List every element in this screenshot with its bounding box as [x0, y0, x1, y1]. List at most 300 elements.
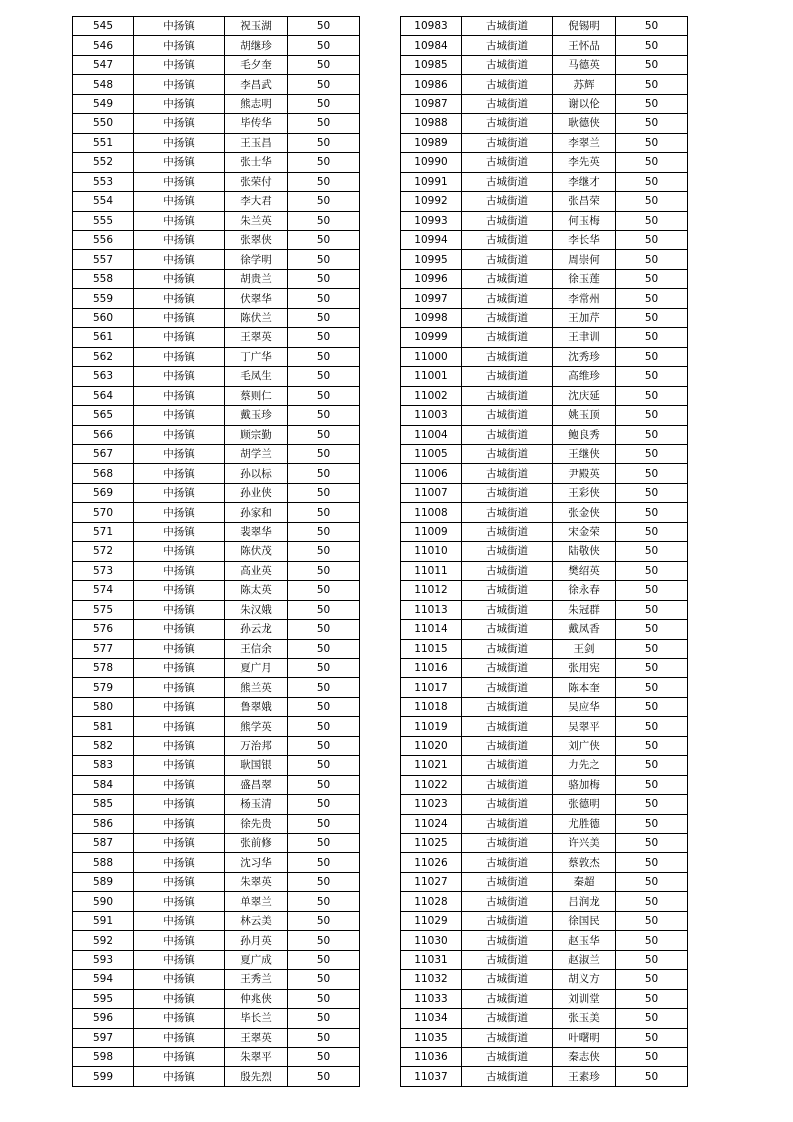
town-cell: 古城街道: [462, 114, 553, 133]
name-cell: 仲兆侠: [225, 989, 288, 1008]
row-id-cell: 596: [73, 1009, 134, 1028]
town-cell: 古城街道: [462, 36, 553, 55]
amount-cell: 50: [616, 55, 688, 74]
name-cell: 孙以标: [225, 464, 288, 483]
table-row: [73, 230, 360, 249]
name-cell: 秦超: [553, 872, 616, 891]
row-id-cell: 579: [73, 678, 134, 697]
name-cell: 马德英: [553, 55, 616, 74]
name-cell: 祝玉湖: [225, 17, 288, 36]
table-row: [401, 55, 688, 74]
town-cell: 古城街道: [462, 717, 553, 736]
table-row: [401, 367, 688, 386]
name-cell: 王翠英: [225, 328, 288, 347]
table-row: [73, 620, 360, 639]
name-cell: 王翠英: [225, 1028, 288, 1047]
name-cell: 蔡则仁: [225, 386, 288, 405]
town-cell: 中扬镇: [134, 444, 225, 463]
table-row: [73, 697, 360, 716]
table-row: [73, 1067, 360, 1086]
name-cell: 沈秀珍: [553, 347, 616, 366]
row-id-cell: 11000: [401, 347, 462, 366]
amount-cell: 50: [616, 269, 688, 288]
table-row: [73, 834, 360, 853]
table-row: [73, 503, 360, 522]
amount-cell: 50: [616, 639, 688, 658]
table-row: [401, 444, 688, 463]
amount-cell: 50: [288, 522, 360, 541]
town-cell: 古城街道: [462, 425, 553, 444]
amount-cell: 50: [288, 872, 360, 891]
amount-cell: 50: [616, 775, 688, 794]
town-cell: 古城街道: [462, 950, 553, 969]
amount-cell: 50: [616, 834, 688, 853]
row-id-cell: 10990: [401, 153, 462, 172]
town-cell: 中扬镇: [134, 1009, 225, 1028]
name-cell: 陈太英: [225, 581, 288, 600]
town-cell: 中扬镇: [134, 697, 225, 716]
table-row: [73, 892, 360, 911]
table-row: [401, 892, 688, 911]
row-id-cell: 10997: [401, 289, 462, 308]
row-id-cell: 598: [73, 1048, 134, 1067]
amount-cell: 50: [616, 211, 688, 230]
name-cell: 胡义方: [553, 970, 616, 989]
table-row: [401, 1048, 688, 1067]
amount-cell: 50: [616, 989, 688, 1008]
row-id-cell: 576: [73, 620, 134, 639]
table-row: [73, 581, 360, 600]
row-id-cell: 595: [73, 989, 134, 1008]
table-row: [401, 697, 688, 716]
amount-cell: 50: [616, 464, 688, 483]
town-cell: 中扬镇: [134, 522, 225, 541]
table-row: [401, 269, 688, 288]
amount-cell: 50: [616, 911, 688, 930]
amount-cell: 50: [288, 697, 360, 716]
table-row: [401, 561, 688, 580]
town-cell: 古城街道: [462, 795, 553, 814]
amount-cell: 50: [616, 1048, 688, 1067]
town-cell: 古城街道: [462, 678, 553, 697]
row-id-cell: 547: [73, 55, 134, 74]
amount-cell: 50: [616, 503, 688, 522]
name-cell: 骆加梅: [553, 775, 616, 794]
town-cell: 古城街道: [462, 367, 553, 386]
town-cell: 中扬镇: [134, 795, 225, 814]
row-id-cell: 11019: [401, 717, 462, 736]
town-cell: 古城街道: [462, 697, 553, 716]
amount-cell: 50: [616, 94, 688, 113]
table-row: [73, 717, 360, 736]
name-cell: 徐学明: [225, 250, 288, 269]
amount-cell: 50: [288, 1009, 360, 1028]
name-cell: 王彩侠: [553, 483, 616, 502]
row-id-cell: 556: [73, 230, 134, 249]
table-row: [73, 367, 360, 386]
row-id-cell: 10983: [401, 17, 462, 36]
name-cell: 李先英: [553, 153, 616, 172]
amount-cell: 50: [288, 269, 360, 288]
row-id-cell: 11024: [401, 814, 462, 833]
name-cell: 谢以伦: [553, 94, 616, 113]
name-cell: 陆敬侠: [553, 542, 616, 561]
town-cell: 古城街道: [462, 55, 553, 74]
name-cell: 高业英: [225, 561, 288, 580]
table-row: [73, 561, 360, 580]
name-cell: 秦志侠: [553, 1048, 616, 1067]
row-id-cell: 11011: [401, 561, 462, 580]
town-cell: 中扬镇: [134, 36, 225, 55]
row-id-cell: 591: [73, 911, 134, 930]
town-cell: 古城街道: [462, 289, 553, 308]
amount-cell: 50: [288, 1028, 360, 1047]
name-cell: 孙业侠: [225, 483, 288, 502]
town-cell: 中扬镇: [134, 269, 225, 288]
name-cell: 张德明: [553, 795, 616, 814]
row-id-cell: 558: [73, 269, 134, 288]
town-cell: 古城街道: [462, 172, 553, 191]
name-cell: 张翠侠: [225, 230, 288, 249]
table-row: [401, 308, 688, 327]
row-id-cell: 559: [73, 289, 134, 308]
amount-cell: 50: [616, 250, 688, 269]
name-cell: 吴翠平: [553, 717, 616, 736]
amount-cell: 50: [616, 153, 688, 172]
table-row: [401, 36, 688, 55]
amount-cell: 50: [288, 347, 360, 366]
name-cell: 徐永春: [553, 581, 616, 600]
town-cell: 古城街道: [462, 153, 553, 172]
name-cell: 胡贵兰: [225, 269, 288, 288]
row-id-cell: 575: [73, 600, 134, 619]
table-row: [401, 114, 688, 133]
table-row: [401, 639, 688, 658]
name-cell: 王剑: [553, 639, 616, 658]
name-cell: 朱冠群: [553, 600, 616, 619]
town-cell: 中扬镇: [134, 17, 225, 36]
town-cell: 中扬镇: [134, 600, 225, 619]
town-cell: 中扬镇: [134, 289, 225, 308]
table-row: [73, 308, 360, 327]
amount-cell: 50: [616, 192, 688, 211]
row-id-cell: 599: [73, 1067, 134, 1086]
name-cell: 赵淑兰: [553, 950, 616, 969]
amount-cell: 50: [616, 483, 688, 502]
name-cell: 沈习华: [225, 853, 288, 872]
town-cell: 古城街道: [462, 736, 553, 755]
amount-cell: 50: [616, 1067, 688, 1086]
row-id-cell: 11031: [401, 950, 462, 969]
table-row: [73, 483, 360, 502]
name-cell: 徐先贵: [225, 814, 288, 833]
name-cell: 伏翠华: [225, 289, 288, 308]
town-cell: 古城街道: [462, 75, 553, 94]
name-cell: 毛凤生: [225, 367, 288, 386]
amount-cell: 50: [288, 834, 360, 853]
town-cell: 中扬镇: [134, 153, 225, 172]
row-id-cell: 10985: [401, 55, 462, 74]
amount-cell: 50: [616, 717, 688, 736]
name-cell: 李长华: [553, 230, 616, 249]
amount-cell: 50: [616, 114, 688, 133]
town-cell: 古城街道: [462, 911, 553, 930]
name-cell: 丁广华: [225, 347, 288, 366]
town-cell: 古城街道: [462, 970, 553, 989]
row-id-cell: 11032: [401, 970, 462, 989]
amount-cell: 50: [616, 230, 688, 249]
name-cell: 王继侠: [553, 444, 616, 463]
town-cell: 中扬镇: [134, 872, 225, 891]
table-row: [73, 328, 360, 347]
name-cell: 王怀品: [553, 36, 616, 55]
town-cell: 中扬镇: [134, 75, 225, 94]
town-cell: 中扬镇: [134, 250, 225, 269]
name-cell: 王素珍: [553, 1067, 616, 1086]
amount-cell: 50: [616, 308, 688, 327]
name-cell: 吴应华: [553, 697, 616, 716]
name-cell: 力先之: [553, 756, 616, 775]
table-row: [73, 211, 360, 230]
table-row: [73, 250, 360, 269]
table-row: [73, 600, 360, 619]
town-cell: 古城街道: [462, 269, 553, 288]
row-id-cell: 11003: [401, 406, 462, 425]
row-id-cell: 11025: [401, 834, 462, 853]
amount-cell: 50: [616, 522, 688, 541]
table-row: [401, 950, 688, 969]
row-id-cell: 11005: [401, 444, 462, 463]
row-id-cell: 554: [73, 192, 134, 211]
table-row: [401, 1028, 688, 1047]
town-cell: 中扬镇: [134, 911, 225, 930]
table-row: [401, 464, 688, 483]
amount-cell: 50: [616, 75, 688, 94]
table-row: [73, 970, 360, 989]
table-row: [73, 950, 360, 969]
row-id-cell: 548: [73, 75, 134, 94]
town-cell: 古城街道: [462, 989, 553, 1008]
name-cell: 耿德侠: [553, 114, 616, 133]
town-cell: 古城街道: [462, 386, 553, 405]
amount-cell: 50: [288, 717, 360, 736]
name-cell: 朱兰英: [225, 211, 288, 230]
row-id-cell: 581: [73, 717, 134, 736]
row-id-cell: 593: [73, 950, 134, 969]
amount-cell: 50: [616, 620, 688, 639]
name-cell: 熊兰英: [225, 678, 288, 697]
row-id-cell: 571: [73, 522, 134, 541]
town-cell: 古城街道: [462, 94, 553, 113]
table-row: [73, 425, 360, 444]
table-row: [73, 75, 360, 94]
row-id-cell: 546: [73, 36, 134, 55]
amount-cell: 50: [616, 172, 688, 191]
table-row: [401, 970, 688, 989]
row-id-cell: 10986: [401, 75, 462, 94]
town-cell: 古城街道: [462, 192, 553, 211]
name-cell: 李大君: [225, 192, 288, 211]
town-cell: 中扬镇: [134, 406, 225, 425]
name-cell: 张玉美: [553, 1009, 616, 1028]
right-roster-table: [400, 16, 688, 1087]
name-cell: 许兴美: [553, 834, 616, 853]
name-cell: 杨玉清: [225, 795, 288, 814]
row-id-cell: 11013: [401, 600, 462, 619]
town-cell: 古城街道: [462, 542, 553, 561]
name-cell: 王秀兰: [225, 970, 288, 989]
town-cell: 中扬镇: [134, 425, 225, 444]
row-id-cell: 11018: [401, 697, 462, 716]
row-id-cell: 568: [73, 464, 134, 483]
amount-cell: 50: [616, 736, 688, 755]
row-id-cell: 562: [73, 347, 134, 366]
table-row: [73, 639, 360, 658]
amount-cell: 50: [288, 192, 360, 211]
amount-cell: 50: [288, 289, 360, 308]
town-cell: 古城街道: [462, 853, 553, 872]
table-row: [401, 756, 688, 775]
table-row: [401, 931, 688, 950]
town-cell: 中扬镇: [134, 211, 225, 230]
name-cell: 朱翠英: [225, 872, 288, 891]
name-cell: 赵玉华: [553, 931, 616, 950]
town-cell: 古城街道: [462, 561, 553, 580]
town-cell: 中扬镇: [134, 989, 225, 1008]
town-cell: 中扬镇: [134, 658, 225, 677]
table-row: [73, 542, 360, 561]
amount-cell: 50: [288, 36, 360, 55]
table-row: [401, 989, 688, 1008]
table-row: [401, 1009, 688, 1028]
table-row: [401, 211, 688, 230]
name-cell: 毕传华: [225, 114, 288, 133]
table-row: [401, 230, 688, 249]
town-cell: 中扬镇: [134, 347, 225, 366]
name-cell: 陈伏茂: [225, 542, 288, 561]
amount-cell: 50: [288, 464, 360, 483]
table-row: [73, 55, 360, 74]
row-id-cell: 585: [73, 795, 134, 814]
town-cell: 中扬镇: [134, 133, 225, 152]
table-row: [401, 386, 688, 405]
table-row: [401, 17, 688, 36]
amount-cell: 50: [288, 1067, 360, 1086]
row-id-cell: 588: [73, 853, 134, 872]
row-id-cell: 592: [73, 931, 134, 950]
amount-cell: 50: [616, 581, 688, 600]
amount-cell: 50: [288, 17, 360, 36]
amount-cell: 50: [288, 853, 360, 872]
amount-cell: 50: [616, 561, 688, 580]
amount-cell: 50: [616, 931, 688, 950]
town-cell: 古城街道: [462, 1067, 553, 1086]
town-cell: 古城街道: [462, 464, 553, 483]
town-cell: 中扬镇: [134, 367, 225, 386]
amount-cell: 50: [288, 775, 360, 794]
table-row: [401, 600, 688, 619]
name-cell: 戴玉珍: [225, 406, 288, 425]
name-cell: 万治邦: [225, 736, 288, 755]
row-id-cell: 580: [73, 697, 134, 716]
table-row: [401, 153, 688, 172]
table-row: [401, 775, 688, 794]
table-row: [401, 75, 688, 94]
name-cell: 熊学英: [225, 717, 288, 736]
name-cell: 裴翠华: [225, 522, 288, 541]
name-cell: 毛夕奎: [225, 55, 288, 74]
row-id-cell: 570: [73, 503, 134, 522]
table-row: [73, 678, 360, 697]
table-row: [401, 347, 688, 366]
town-cell: 中扬镇: [134, 834, 225, 853]
name-cell: 胡学兰: [225, 444, 288, 463]
name-cell: 盛昌翠: [225, 775, 288, 794]
name-cell: 尹殿英: [553, 464, 616, 483]
table-row: [401, 872, 688, 891]
name-cell: 胡继珍: [225, 36, 288, 55]
name-cell: 鲁翠娥: [225, 697, 288, 716]
amount-cell: 50: [616, 678, 688, 697]
amount-cell: 50: [288, 892, 360, 911]
town-cell: 中扬镇: [134, 483, 225, 502]
row-id-cell: 11007: [401, 483, 462, 502]
name-cell: 耿国银: [225, 756, 288, 775]
row-id-cell: 11035: [401, 1028, 462, 1047]
town-cell: 古城街道: [462, 1009, 553, 1028]
amount-cell: 50: [288, 911, 360, 930]
name-cell: 熊志明: [225, 94, 288, 113]
town-cell: 古城街道: [462, 600, 553, 619]
row-id-cell: 10999: [401, 328, 462, 347]
amount-cell: 50: [288, 658, 360, 677]
name-cell: 周崇何: [553, 250, 616, 269]
row-id-cell: 566: [73, 425, 134, 444]
name-cell: 张前修: [225, 834, 288, 853]
table-row: [73, 989, 360, 1008]
row-id-cell: 11036: [401, 1048, 462, 1067]
name-cell: 孙月英: [225, 931, 288, 950]
row-id-cell: 10984: [401, 36, 462, 55]
amount-cell: 50: [616, 367, 688, 386]
table-row: [73, 17, 360, 36]
amount-cell: 50: [616, 1009, 688, 1028]
row-id-cell: 567: [73, 444, 134, 463]
table-row: [401, 94, 688, 113]
amount-cell: 50: [288, 950, 360, 969]
name-cell: 樊绍英: [553, 561, 616, 580]
name-cell: 何玉梅: [553, 211, 616, 230]
row-id-cell: 564: [73, 386, 134, 405]
table-row: [401, 172, 688, 191]
table-row: [73, 872, 360, 891]
town-cell: 中扬镇: [134, 736, 225, 755]
row-id-cell: 583: [73, 756, 134, 775]
town-cell: 古城街道: [462, 308, 553, 327]
table-row: [73, 1048, 360, 1067]
table-row: [401, 133, 688, 152]
amount-cell: 50: [616, 347, 688, 366]
table-row: [73, 133, 360, 152]
town-cell: 古城街道: [462, 892, 553, 911]
amount-cell: 50: [288, 814, 360, 833]
town-cell: 中扬镇: [134, 620, 225, 639]
amount-cell: 50: [288, 386, 360, 405]
town-cell: 中扬镇: [134, 1067, 225, 1086]
table-row: [401, 503, 688, 522]
row-id-cell: 11037: [401, 1067, 462, 1086]
town-cell: 中扬镇: [134, 503, 225, 522]
